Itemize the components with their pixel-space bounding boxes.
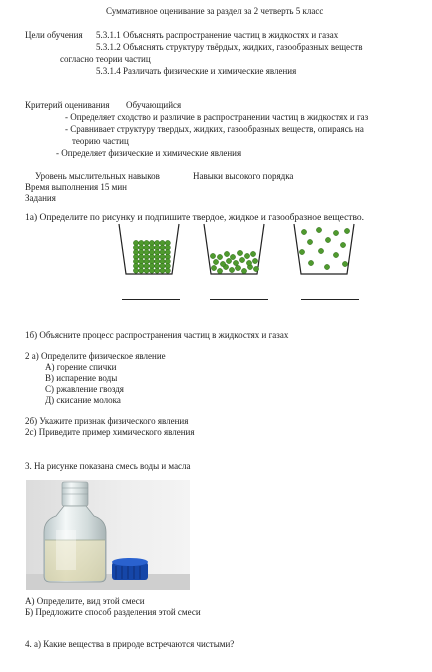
particle xyxy=(324,264,329,269)
particle xyxy=(344,228,349,233)
water-oil-bottle-photo xyxy=(26,480,190,590)
particle xyxy=(301,229,306,234)
particle xyxy=(308,260,313,265)
particle xyxy=(316,227,321,232)
question-3a: А) Определите, вид этой смеси xyxy=(25,596,145,606)
question-1b: 1б) Объясните процесс распространения частиц в жидкостях и газах xyxy=(25,330,289,340)
thinking-level-value: Навыки высокого порядка xyxy=(193,171,294,181)
tasks-heading: Задания xyxy=(25,193,56,203)
particle xyxy=(244,253,249,258)
particle xyxy=(226,258,231,263)
particle xyxy=(299,249,304,254)
beaker-liquid xyxy=(202,222,266,278)
page-title: Суммативное оценивание за раздел за 2 четверть 5 класс xyxy=(106,6,324,16)
particle xyxy=(246,260,251,265)
particle xyxy=(252,258,257,263)
question-2a: 2 а) Определите физическое явление xyxy=(25,351,166,361)
thinking-level-label: Уровень мыслительных навыков xyxy=(35,171,160,181)
particle xyxy=(333,230,338,235)
particle xyxy=(229,267,234,272)
goal-item: согласно теории частиц xyxy=(60,54,151,64)
goals-label: Цели обучения xyxy=(25,30,83,40)
particle xyxy=(144,268,149,273)
time-text: Время выполнения 15 мин xyxy=(25,182,127,192)
question-4a: 4. а) Какие вещества в природе встречаются чистыми? xyxy=(25,639,235,649)
particle xyxy=(318,248,323,253)
criteria-item: теорию частиц xyxy=(72,136,129,146)
particle xyxy=(340,242,345,247)
option-c: С) ржавление гвоздя xyxy=(45,384,124,394)
answer-line-liquid[interactable] xyxy=(210,299,268,300)
particle xyxy=(133,268,138,273)
particle xyxy=(155,268,160,273)
particle xyxy=(307,239,312,244)
particle xyxy=(233,260,238,265)
criteria-item: - Определяет сходство и различие в распространении частиц в жидкостях и газ xyxy=(65,112,369,122)
particle xyxy=(241,268,246,273)
particle xyxy=(224,251,229,256)
beaker-solid xyxy=(117,222,181,278)
answer-line-solid[interactable] xyxy=(122,299,180,300)
question-3: 3. На рисунке показана смесь воды и масла xyxy=(25,461,191,471)
particle xyxy=(250,251,255,256)
particle xyxy=(342,261,347,266)
particle xyxy=(253,266,258,271)
criteria-learner: Обучающийся xyxy=(126,100,182,110)
particle xyxy=(235,265,240,270)
particle xyxy=(213,259,218,264)
goal-item: 5.3.1.4 Различать физические и химические явления xyxy=(96,66,297,76)
particle xyxy=(220,261,225,266)
particle xyxy=(325,237,330,242)
answer-line-gas[interactable] xyxy=(301,299,359,300)
particle xyxy=(210,253,215,258)
criteria-label: Критерий оценивания xyxy=(25,100,110,110)
goal-item: 5.3.1.1 Объяснять распространение частиц в жидкостях и газах xyxy=(96,30,339,40)
question-2c: 2с) Приведите пример химического явления xyxy=(25,427,195,437)
criteria-item: - Сравнивает структуру твердых, жидких, газообразных веществ, опираясь на xyxy=(65,124,364,134)
particle xyxy=(160,268,165,273)
particle xyxy=(239,257,244,262)
beaker-gas xyxy=(292,222,356,278)
particle xyxy=(230,254,235,259)
particle xyxy=(217,254,222,259)
particle xyxy=(237,250,242,255)
particle xyxy=(149,268,154,273)
option-b: В) испарение воды xyxy=(45,373,118,383)
particle xyxy=(139,268,144,273)
option-a: А) горение спички xyxy=(45,362,117,372)
question-2b: 2б) Укажите признак физического явления xyxy=(25,416,189,426)
particle xyxy=(211,265,216,270)
option-d: Д) скисание молока xyxy=(45,395,121,405)
question-1a: 1а) Определите по рисунку и подпишите твердое, жидкое и газообразное вещество. xyxy=(25,213,364,223)
particle xyxy=(165,268,170,273)
goal-item: 5.3.1.2 Объяснять структуру твёрдых, жидких, газообразных веществ xyxy=(96,42,363,52)
particle xyxy=(217,268,222,273)
criteria-item: - Определяет физические и химические явления xyxy=(56,148,242,158)
particle xyxy=(333,252,338,257)
question-3b: Б) Предложите способ разделения этой смеси xyxy=(25,607,201,617)
